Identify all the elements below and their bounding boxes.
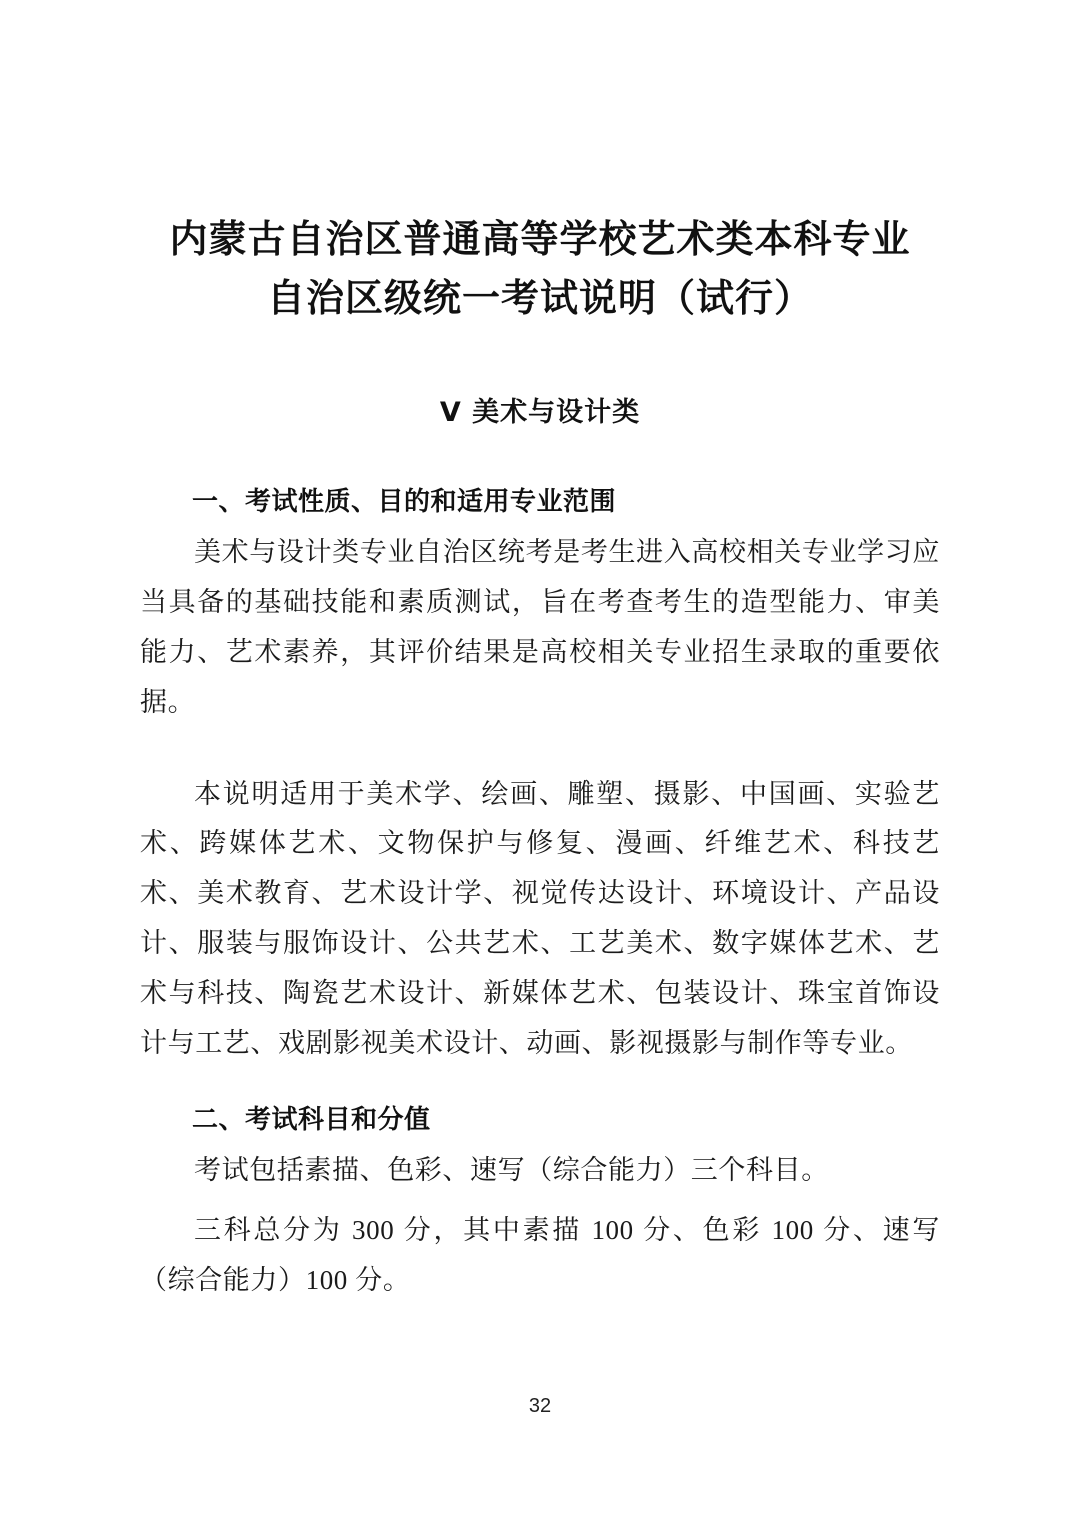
- paragraph-exam-nature: 美术与设计类专业自治区统考是考生进入高校相关专业学习应当具备的基础技能和素质测试，旨在考查考生的造型能力、审美能力、艺术素养，其评价结果是高校相关专业招生录取的重要依据。: [140, 536, 940, 717]
- page-number: 32: [528, 1395, 552, 1417]
- paragraph-scores: 三科总分为 300 分，其中素描 100 分、色彩 100 分、速写（综合能力）100 分。: [140, 1215, 940, 1296]
- heading-section-two: 二、考试科目和分值: [192, 1105, 431, 1136]
- paragraph-subjects: 考试包括素描、色彩、速写（综合能力）三个科目。: [194, 1155, 829, 1186]
- heading-section-one: 一、考试性质、目的和适用专业范围: [192, 486, 617, 517]
- title-line-2: 自治区级统一考试说明（试行）: [266, 274, 813, 320]
- section-title: V 美术与设计类: [439, 396, 641, 428]
- page-title: [140, 210, 940, 328]
- paragraph-applicable-majors: 本说明适用于美术学、绘画、雕塑、摄影、中国画、实验艺术、跨媒体艺术、文物保护与修复、漫画、纤维艺术、科技艺术、美术教育、艺术设计学、视觉传达设计、环境设计、产品设计、服装与服饰设计、公共艺术、工艺美术、数字媒体艺术、艺术与科技、陶瓷艺术设计、新媒体艺术、包装设计、珠宝首饰设计与工艺、戏剧影视美术设计、动画、影视摄影与制作等专业。: [140, 778, 940, 1059]
- page-content: [140, 210, 940, 1306]
- title-line-1: 内蒙古自治区普通高等学校艺术类本科专业: [169, 216, 911, 261]
